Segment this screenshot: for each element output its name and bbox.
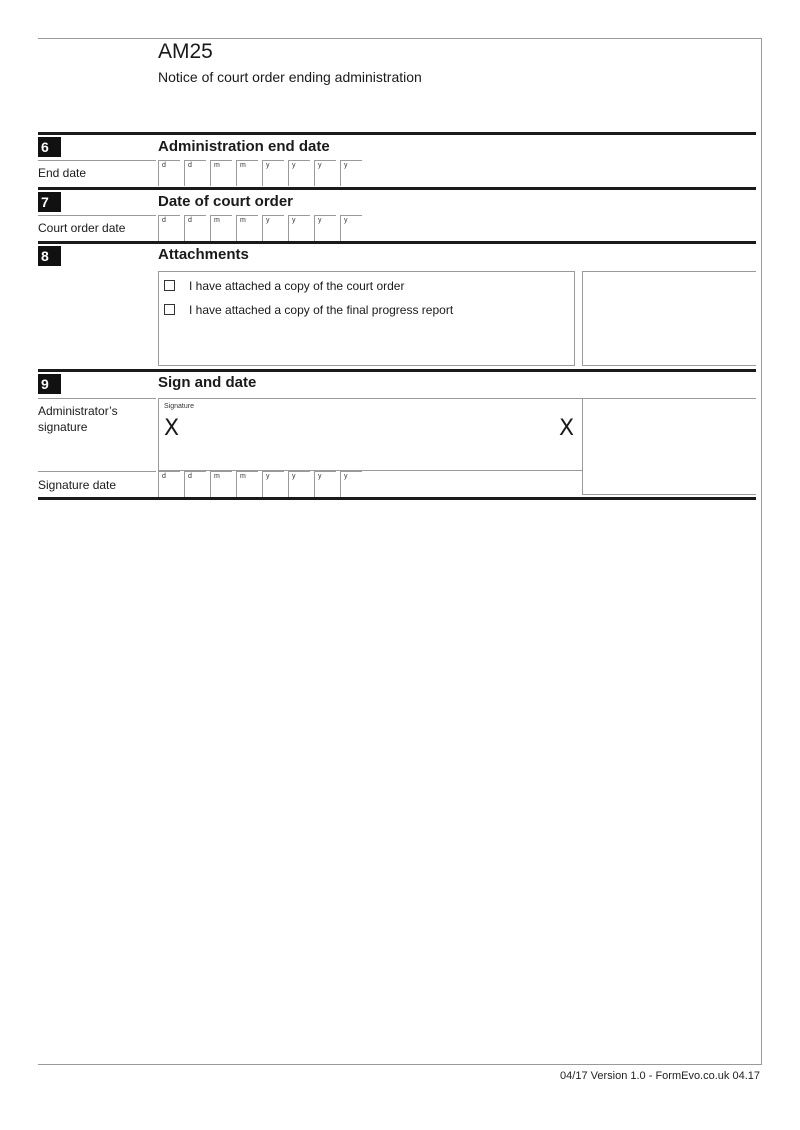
- end-date-field[interactable]: [158, 160, 370, 186]
- digit-hint: m: [240, 473, 246, 480]
- end-date-digit[interactable]: [262, 160, 284, 186]
- digit-hint: y: [266, 217, 270, 224]
- court-order-date-digit[interactable]: [236, 215, 258, 241]
- section-9-number: 9: [38, 374, 61, 394]
- court-order-date-digit[interactable]: [210, 215, 232, 241]
- signature-date-digit[interactable]: [340, 471, 362, 497]
- digit-hint: m: [240, 162, 246, 169]
- digit-hint: y: [266, 162, 270, 169]
- digit-hint: m: [214, 162, 220, 169]
- attach-progress-report-checkbox[interactable]: [164, 304, 175, 315]
- end-date-digit[interactable]: [158, 160, 180, 186]
- signature-date-digit[interactable]: [158, 471, 180, 497]
- digit-hint: y: [318, 217, 322, 224]
- bottom-rule: [38, 1064, 762, 1065]
- digit-hint: y: [292, 473, 296, 480]
- section-8-title: Attachments: [158, 246, 249, 263]
- attach-court-order-label: I have attached a copy of the court order: [189, 279, 405, 293]
- signature-caption: Signature: [164, 403, 194, 410]
- section-9-label-rule: [38, 398, 156, 399]
- attach-progress-report-label: I have attached a copy of the final progress report: [189, 303, 454, 317]
- signature-date-digit[interactable]: [210, 471, 232, 497]
- end-date-label: End date: [38, 166, 87, 180]
- end-date-digit[interactable]: [288, 160, 310, 186]
- signature-start-mark: X: [164, 416, 180, 441]
- digit-hint: y: [292, 162, 296, 169]
- digit-hint: y: [344, 162, 348, 169]
- attach-court-order-row[interactable]: [164, 278, 404, 294]
- signature-box[interactable]: [158, 398, 582, 471]
- section-9-rule: [38, 369, 756, 372]
- signature-date-field[interactable]: [158, 471, 370, 497]
- section-7-rule: [38, 187, 756, 190]
- section-9-bottom-rule: [38, 497, 756, 500]
- court-order-date-digit[interactable]: [340, 215, 362, 241]
- court-order-date-digit[interactable]: [158, 215, 180, 241]
- digit-hint: d: [162, 217, 166, 224]
- digit-hint: m: [214, 217, 220, 224]
- signature-date-label: Signature date: [38, 478, 117, 492]
- administrator-signature-label-line2: signature: [38, 420, 88, 434]
- section-8-number: 8: [38, 246, 61, 266]
- court-order-date-field[interactable]: [158, 215, 370, 241]
- digit-hint: d: [162, 162, 166, 169]
- signature-date-digit[interactable]: [236, 471, 258, 497]
- section-6-number: 6: [38, 137, 61, 157]
- digit-hint: y: [318, 473, 322, 480]
- end-date-digit[interactable]: [210, 160, 232, 186]
- signature-date-label-rule: [38, 471, 156, 472]
- section-8-rule: [38, 241, 756, 244]
- digit-hint: y: [292, 217, 296, 224]
- digit-hint: m: [240, 217, 246, 224]
- court-order-date-label: Court order date: [38, 221, 126, 235]
- court-order-date-digit[interactable]: [184, 215, 206, 241]
- form-code: AM25: [158, 40, 213, 63]
- section-7-title: Date of court order: [158, 193, 294, 210]
- digit-hint: y: [344, 217, 348, 224]
- signature-date-digit[interactable]: [184, 471, 206, 497]
- signature-date-digit[interactable]: [314, 471, 336, 497]
- section-6-label-rule: [38, 160, 156, 161]
- digit-hint: d: [188, 162, 192, 169]
- attach-court-order-checkbox[interactable]: [164, 280, 175, 291]
- digit-hint: y: [344, 473, 348, 480]
- court-order-date-digit[interactable]: [314, 215, 336, 241]
- attachments-guidance-box: [582, 271, 756, 366]
- section-6-rule: [38, 132, 756, 135]
- signature-date-digit[interactable]: [262, 471, 284, 497]
- court-order-date-digit[interactable]: [288, 215, 310, 241]
- signature-date-digit[interactable]: [288, 471, 310, 497]
- digit-hint: d: [162, 473, 166, 480]
- footer-version: 04/17 Version 1.0 - FormEvo.co.uk 04.17: [560, 1070, 760, 1082]
- right-rule: [761, 38, 762, 1064]
- form-title: Notice of court order ending administration: [158, 69, 422, 85]
- section-6-title: Administration end date: [158, 138, 330, 155]
- section-7-number: 7: [38, 192, 61, 212]
- top-rule: [38, 38, 762, 39]
- administrator-signature-label-line1: Administrator’s: [38, 404, 118, 418]
- end-date-digit[interactable]: [184, 160, 206, 186]
- court-order-date-digit[interactable]: [262, 215, 284, 241]
- section-9-title: Sign and date: [158, 374, 257, 391]
- end-date-digit[interactable]: [314, 160, 336, 186]
- signature-guidance-box: [582, 398, 756, 495]
- attach-progress-report-row[interactable]: [164, 302, 453, 318]
- section-7-label-rule: [38, 215, 156, 216]
- digit-hint: m: [214, 473, 220, 480]
- digit-hint: d: [188, 473, 192, 480]
- signature-end-mark: X: [559, 416, 575, 441]
- end-date-digit[interactable]: [340, 160, 362, 186]
- digit-hint: y: [266, 473, 270, 480]
- digit-hint: d: [188, 217, 192, 224]
- end-date-digit[interactable]: [236, 160, 258, 186]
- digit-hint: y: [318, 162, 322, 169]
